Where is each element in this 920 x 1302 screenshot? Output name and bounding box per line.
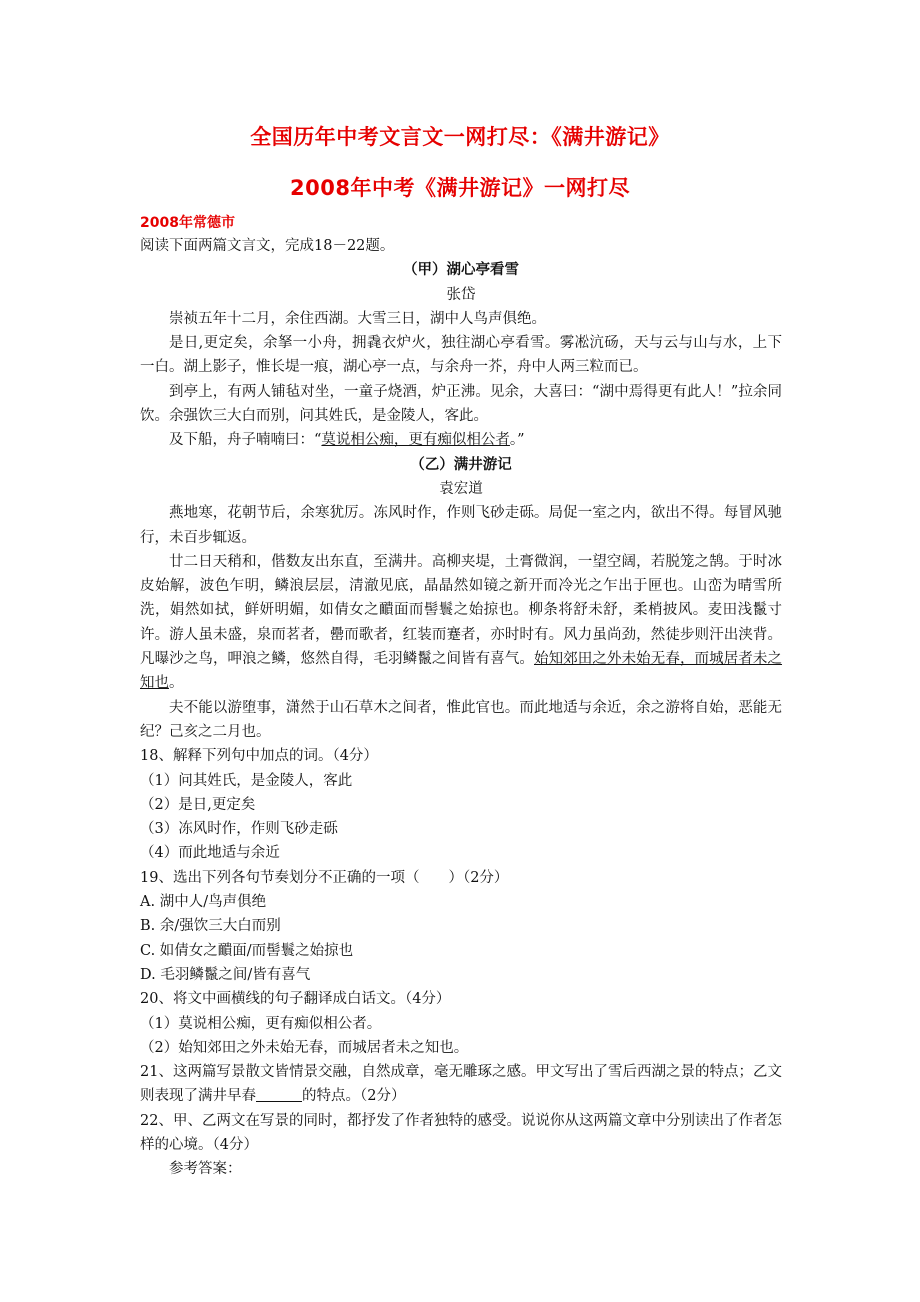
passage-a-author: 张岱 <box>446 286 476 303</box>
passage-b-paragraph: 燕地寒，花朝节后，余寒犹厉。冻风时作，作则飞砂走砾。局促一室之内，欲出不得。每冒风驰行，未百步辄返。 <box>140 505 782 546</box>
question-item: （4）而此地适与余近 <box>140 845 280 862</box>
option-b: B. 余/强饮三大白而别 <box>140 918 281 935</box>
question-19: 19、选出下列各句节奏划分不正确的一项（ ）（2分） <box>140 869 509 886</box>
passage-a-paragraph <box>140 428 782 452</box>
option-a: A. 湖中人/鸟声俱绝 <box>140 894 267 911</box>
text-segment: 。” <box>509 432 525 449</box>
passage-a-paragraph: 崇祯五年十二月，余住西湖。大雪三日，湖中人鸟声俱绝。 <box>169 310 546 327</box>
passage-b-title: （乙）满井游记 <box>410 455 512 473</box>
question-item: （2）始知郊田之外未始无春，而城居者未之知也。 <box>140 1039 469 1056</box>
question-22: 22、甲、乙两文在写景的同时，都抒发了作者独特的感受。说说你从这两篇文章中分别读出了作者怎样的心境。（4分） <box>140 1112 782 1153</box>
page-subtitle: 2008年中考《满井游记》一网打尽 <box>290 176 630 200</box>
underlined-sentence: 始知郊田之外未始无春，而城居者未之知也 <box>140 651 783 692</box>
question-20: 20、将文中画横线的句子翻译成白话文。（4分） <box>140 991 451 1008</box>
option-c: C. 如倩女之靧面/而髻鬟之始掠也 <box>140 942 354 959</box>
intro-text: 阅读下面两篇文言文，完成18－22题。 <box>140 238 395 254</box>
question-item: （3）冻风时作，作则飞砂走砾 <box>140 821 338 838</box>
passage-b-paragraph <box>140 550 782 696</box>
underlined-sentence: 莫说相公痴，更有痴似相公者 <box>321 432 510 449</box>
question-18: 18、解释下列句中加点的词。（4分） <box>140 748 378 765</box>
text-segment: 廿二日天稍和，偕数友出东直，至满井。高柳夹堤，土膏微润，一望空阔，若脱笼之鹄。于时冰皮始解，波色乍明，鳞浪层层，清澈见底，晶晶然如镜之新开而冷光之乍出于匣也。山峦为晴雪所洗，娟然如拭，鲜妍明媚，如倩女之靧面而髻鬟之始掠也。柳条将舒未舒，柔梢披风。麦田浅鬣寸许。游人虽未盛，泉而茗者，罍而歌者，红装而蹇者，亦时时有。风力虽尚劲，然徒步则汗出浃背。凡曝沙之鸟，呷浪之鳞，悠然自得，毛羽鳞鬣之间皆有喜气。 <box>140 553 782 668</box>
answer-label: 参考答案： <box>169 1161 242 1178</box>
passage-a-paragraph: 到亭上，有两人铺毡对坐，一童子烧酒，炉正沸。见余，大喜曰：“湖中焉得更有此人！”拉余同饮。余强饮三大白而别，问其姓氏，是金陵人，客此。 <box>140 383 782 425</box>
answer-blank <box>256 1087 302 1102</box>
text-segment: 21、这两篇写景散文皆情景交融，自然成章，毫无雕琢之感。甲文写出了雪后西湖之景的特点；乙文则表现了满井早春 <box>140 1064 782 1105</box>
question-item: （2）是日,更定矣 <box>140 796 256 813</box>
question-item: （1）问其姓氏，是金陵人，客此 <box>140 772 353 789</box>
question-21 <box>140 1060 782 1109</box>
text-segment: 。 <box>169 675 184 692</box>
passage-b-author: 袁宏道 <box>439 480 483 497</box>
text-segment: 的特点。（2分） <box>302 1088 406 1105</box>
region-label: 2008年常德市 <box>140 215 235 231</box>
page-title: 全国历年中考文言文一网打尽：《满井游记》 <box>250 125 670 149</box>
passage-a-paragraph: 是日,更定矣，余拏一小舟，拥毳衣炉火，独往湖心亭看雪。雾凇沆砀，天与云与山与水，上下一白。湖上影子，惟长堤一痕，湖心亭一点，与余舟一芥，舟中人两三粒而已。 <box>140 335 782 376</box>
option-d: D. 毛羽鳞鬣之间/皆有喜气 <box>140 966 311 983</box>
question-item: （1）莫说相公痴，更有痴似相公者。 <box>140 1015 382 1032</box>
passage-b-paragraph: 夫不能以游堕事，潇然于山石草木之间者，惟此官也。而此地适与余近，余之游将自始，恶能无纪？己亥之二月也。 <box>140 699 782 740</box>
passage-a-title: （甲）湖心亭看雪 <box>403 261 519 279</box>
text-segment: 及下船，舟子喃喃曰：“ <box>169 432 322 449</box>
document-body <box>140 234 782 1182</box>
